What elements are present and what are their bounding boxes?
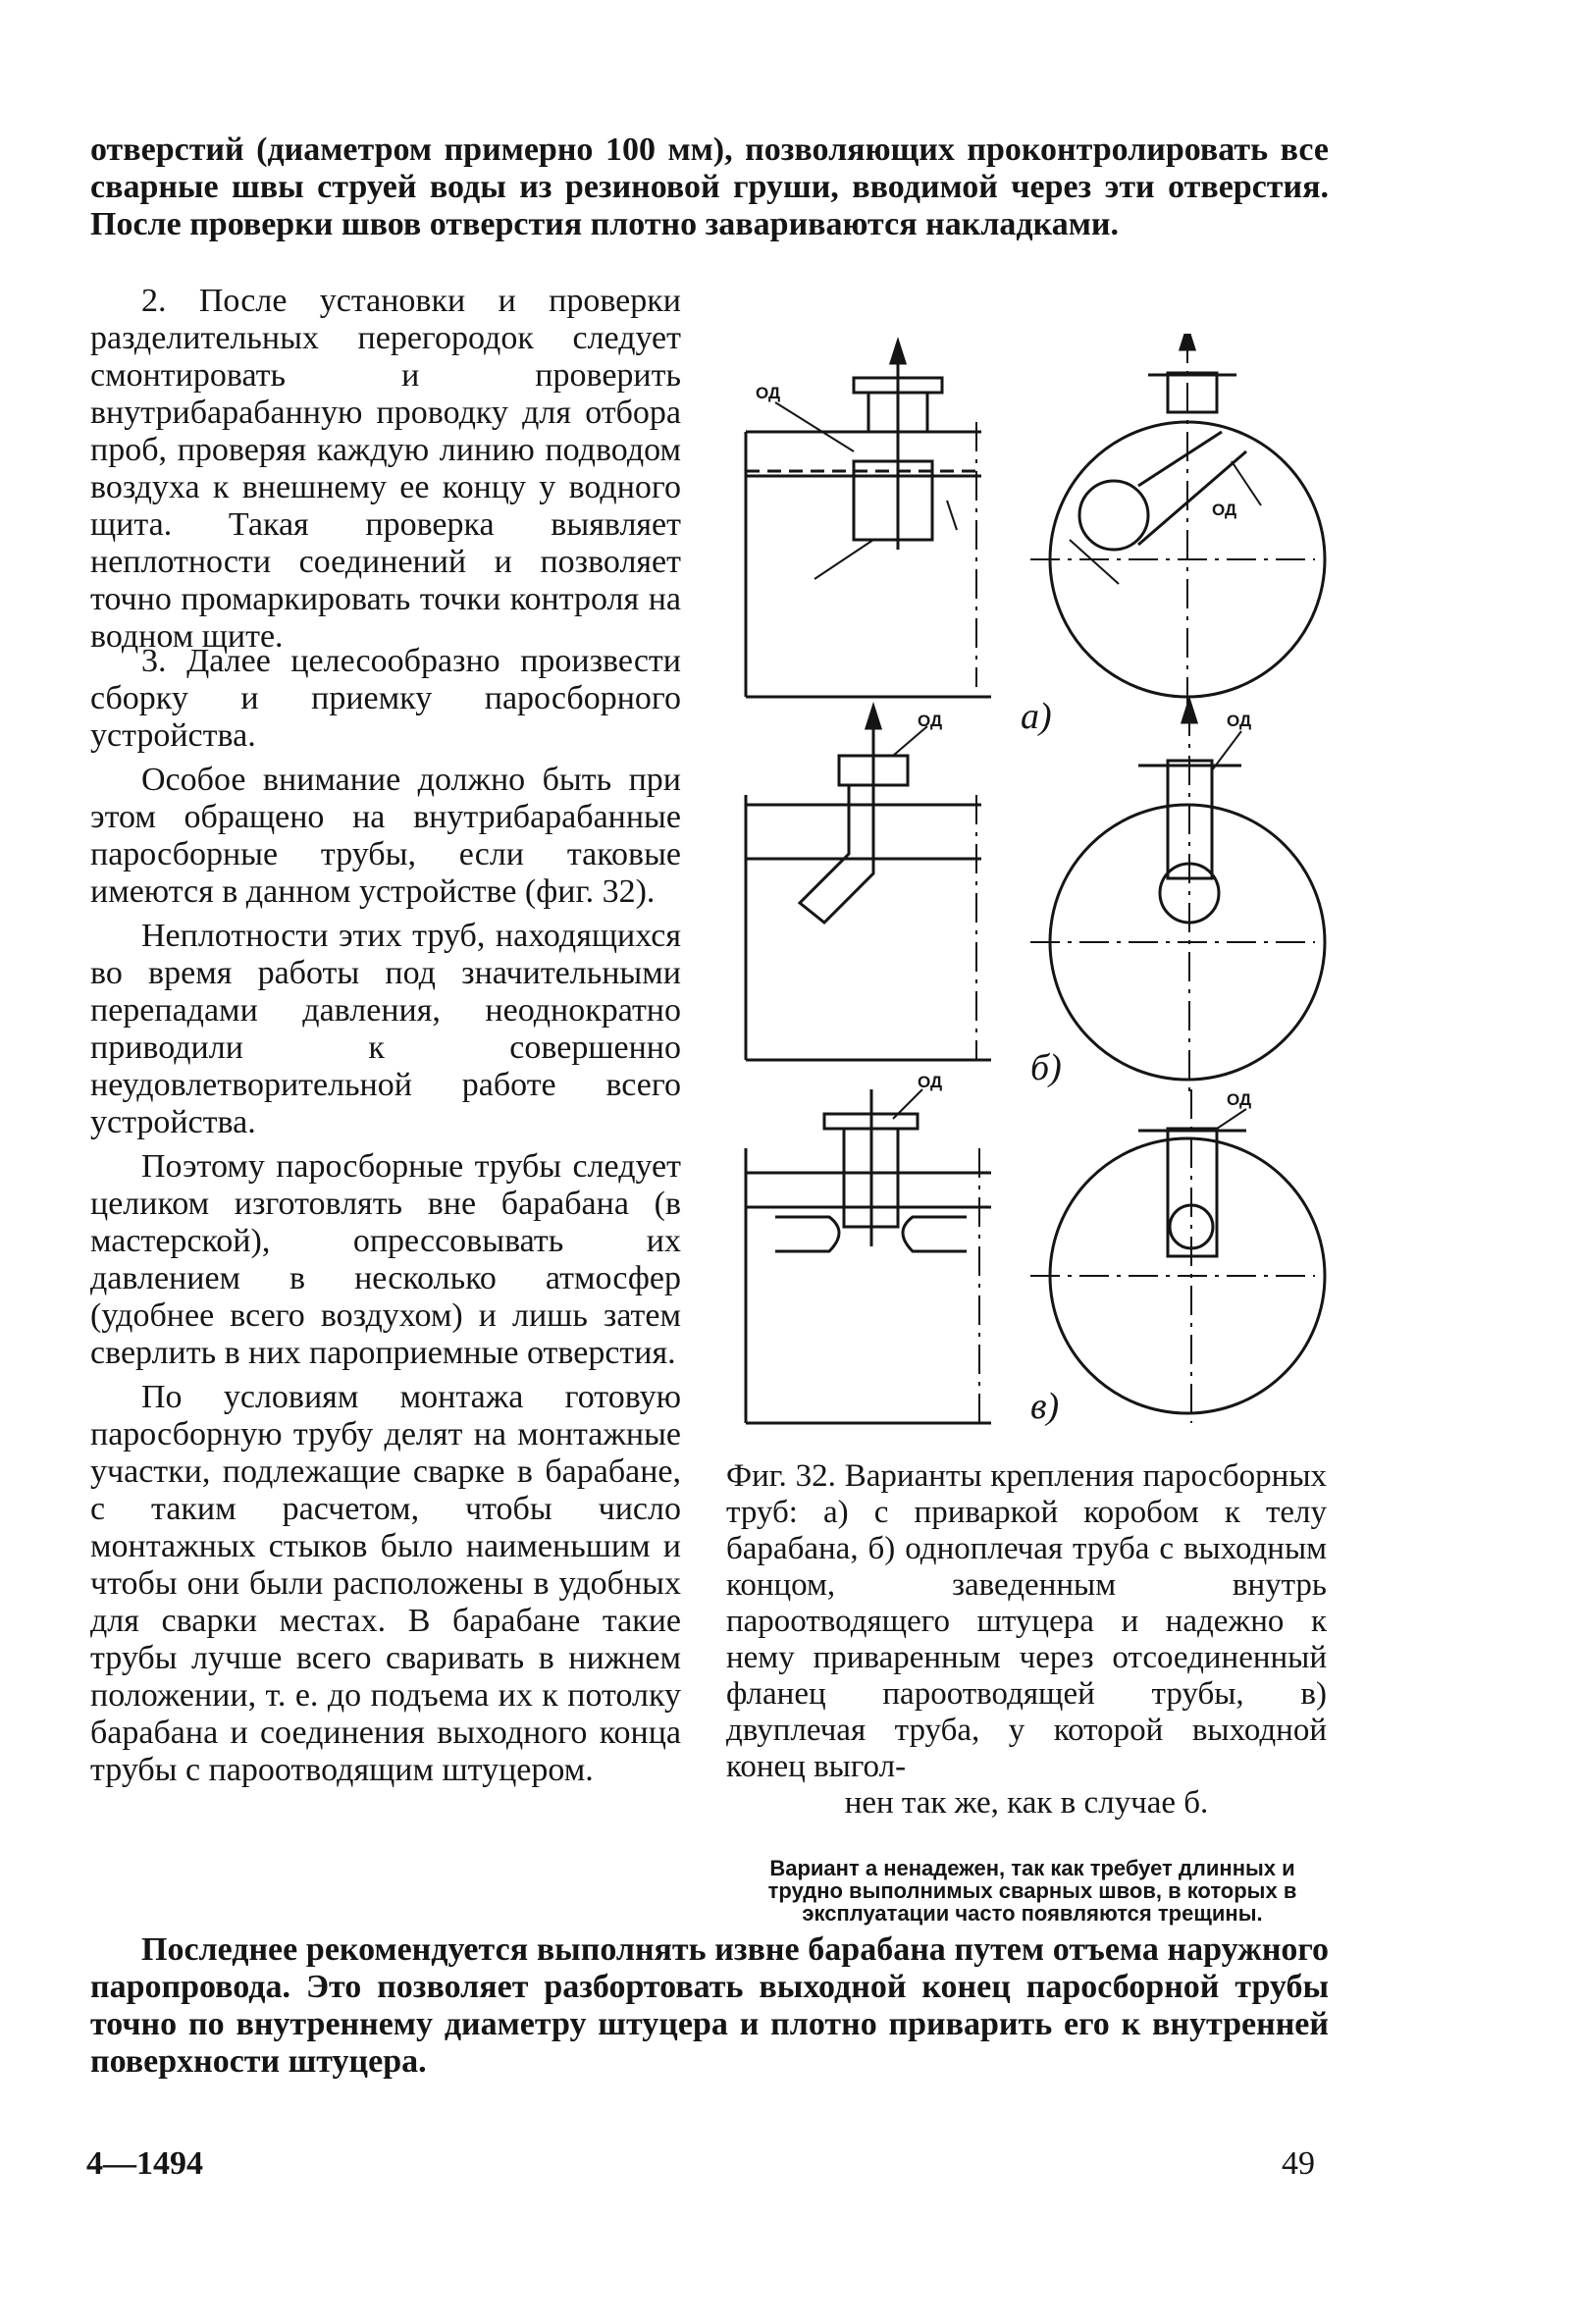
figure-note: Вариант а ненадежен, так как требует длинных и трудно выполнимых сварных швов, в которых в эксплуатации часто появляются трещины.: [767, 1856, 1297, 1926]
variant-b-side-view: [746, 707, 991, 1060]
variant-c-section: [1030, 1089, 1325, 1423]
left-column: [90, 636, 681, 1789]
weld-mark: ОД: [756, 384, 781, 402]
weld-mark: ОД: [918, 1073, 943, 1091]
weld-mark: ОД: [1212, 501, 1237, 519]
caption-end: нен так же, как в случае б.: [844, 1785, 1209, 1821]
weld-mark: ОД: [1227, 712, 1252, 730]
figure-caption: Фиг. 32. Варианты крепления паросборных труб: а) с приваркой коробом к телу барабана, б) одноплечая труба с выходным концом, заведенным внутрь пароотводящего штуцера и надежно к нему приваренным через отсоединенный фланец пароотводящей трубы, в) двуплечая труба, у которой выходной конец выгол- нен так же, как в случае б.: [726, 1458, 1327, 1821]
folio: 4—1494: [86, 2145, 203, 2182]
item-2-paragraph: 2. После установки и проверки разделительных перегородок следует смонтировать и проверить внутрибарабанную проводку для отбора проб, проверяя каждую линию подводом воздуха к внешнему ее концу у водного щита. Такая проверка выявляет неплотности соединений и позволяет точно промаркировать точки контроля на водном щите.: [90, 283, 681, 655]
leaks-paragraph: Неплотности этих труб, находящихся во время работы под значительными перепадами давления, неоднократно приводили к совершенно неудовлетворительной работе всего устройства.: [90, 918, 681, 1140]
item-3-paragraph: 3. Далее целесообразно произвести сборку и приемку паросборного устройства.: [90, 643, 681, 754]
variant-c-side-view: [746, 1089, 991, 1423]
last-paragraph: Последнее рекомендуется выполнять извне барабана путем отъема наружного паропровода. Это позволяет разбортовать выходной конец паросборной трубы точно по внутреннему диаметру штуцера и плотно приварить его к внутренней поверхности штуцера.: [90, 1931, 1329, 2080]
variant-a-section: [1030, 334, 1325, 716]
variant-label-a: а): [1021, 696, 1052, 737]
attention-paragraph: Особое внимание должно быть при этом обращено на внутрибарабанные паросборные трубы, если таковые имеются в данном устройстве (фиг. 32).: [90, 762, 681, 910]
mounting-paragraph: По условиям монтажа готовую паросборную трубу делят на монтажные участки, подлежащие сварке в барабане, с таким расчетом, чтобы число монтажных стыков было наименьшим и чтобы они были расположены в удобных для сварки местах. В барабане такие трубы лучше всего сваривать в нижнем положении, т. е. до подъема их к потолку барабана и соединения выходного конца трубы с пароотводящим штуцером.: [90, 1379, 681, 1788]
top-paragraph: отверстий (диаметром примерно 100 мм), позволяющих проконтролировать все сварные швы струей воды из резиновой груши, вводимой через эти отверстия. После проверки швов отверстия плотно завариваются накладками.: [90, 132, 1329, 242]
figure-32: [726, 334, 1335, 1443]
therefore-paragraph: Поэтому паросборные трубы следует целиком изготовлять вне барабана (в мастерской), опрессовывать их давлением в несколько атмосфер (удобнее всего воздухом) и лишь затем сверлить в них пароприемные отверстия.: [90, 1148, 681, 1371]
variant-b-section: [1030, 701, 1325, 1099]
weld-mark: ОД: [1227, 1090, 1252, 1109]
variant-label-b: б): [1030, 1047, 1062, 1088]
page-number: 49: [1282, 2145, 1315, 2182]
weld-mark: ОД: [918, 712, 943, 730]
variant-label-c: в): [1030, 1386, 1060, 1427]
variant-a-side-view: [746, 342, 991, 697]
